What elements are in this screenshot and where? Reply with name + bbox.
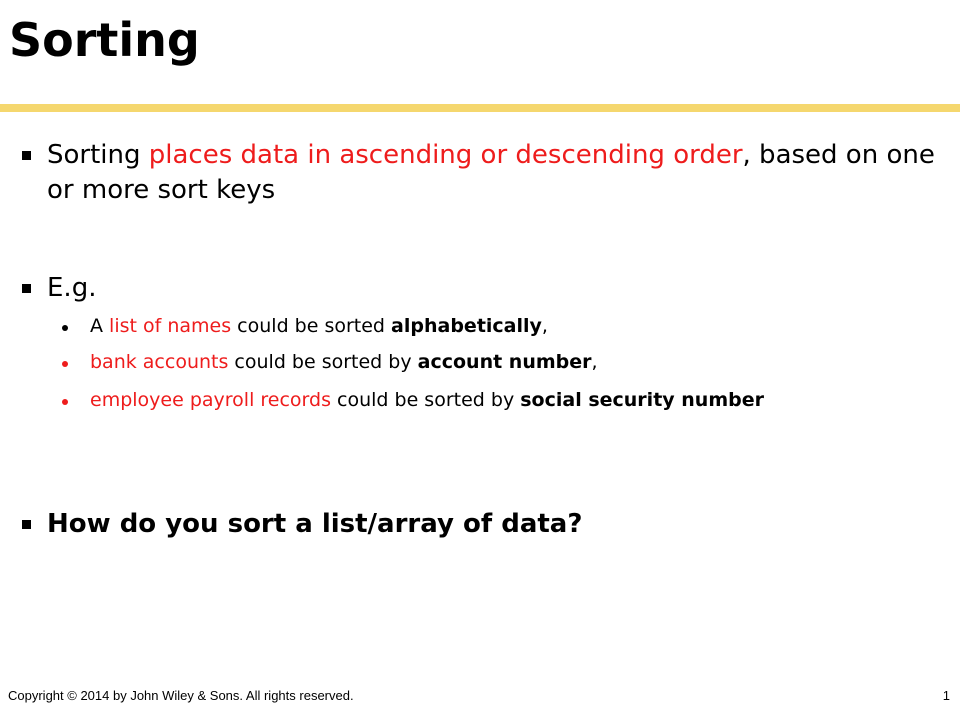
- highlight-text: places data in ascending or descending order: [148, 140, 743, 170]
- square-bullet-icon: [22, 284, 31, 293]
- slide-title: Sorting: [9, 13, 200, 67]
- bullet-text: E.g.: [47, 273, 97, 303]
- sub-bullet-list-of-names: [90, 313, 940, 340]
- highlight-text: bank accounts: [90, 351, 229, 373]
- bullet-text: Sorting: [47, 140, 149, 170]
- bullet-example-heading: [47, 271, 937, 306]
- bold-text: account number: [417, 351, 592, 373]
- highlight-text: list of names: [109, 315, 232, 337]
- bullet-text: How do you sort a list/array of data?: [47, 509, 583, 539]
- bullet-text: , based on one or more sort keys: [47, 140, 935, 205]
- round-bullet-icon: [62, 399, 68, 405]
- round-bullet-icon: [62, 325, 68, 331]
- square-bullet-icon: [22, 520, 31, 529]
- sub-bullet-text: could be sorted by: [330, 389, 521, 411]
- sub-bullet-text: ,: [591, 351, 598, 373]
- bold-text: alphabetically: [391, 315, 542, 337]
- round-bullet-icon: [62, 361, 68, 367]
- sub-bullet-bank-accounts: [90, 349, 940, 376]
- sub-bullet-text: ,: [541, 315, 548, 337]
- sub-bullet-text: A: [90, 315, 110, 337]
- bold-text: social security number: [520, 389, 764, 411]
- sub-bullet-employee-payroll: [90, 387, 890, 414]
- bullet-sorting-definition: [47, 138, 937, 208]
- sub-bullet-text: could be sorted by: [228, 351, 418, 373]
- highlight-text: employee payroll records: [90, 389, 331, 411]
- sub-bullet-text: could be sorted: [231, 315, 392, 337]
- square-bullet-icon: [22, 151, 31, 160]
- title-divider: [0, 104, 960, 112]
- copyright-notice: Copyright © 2014 by John Wiley & Sons. All rights reserved.: [8, 688, 354, 703]
- bullet-question: [47, 507, 937, 542]
- page-number: 1: [942, 688, 950, 703]
